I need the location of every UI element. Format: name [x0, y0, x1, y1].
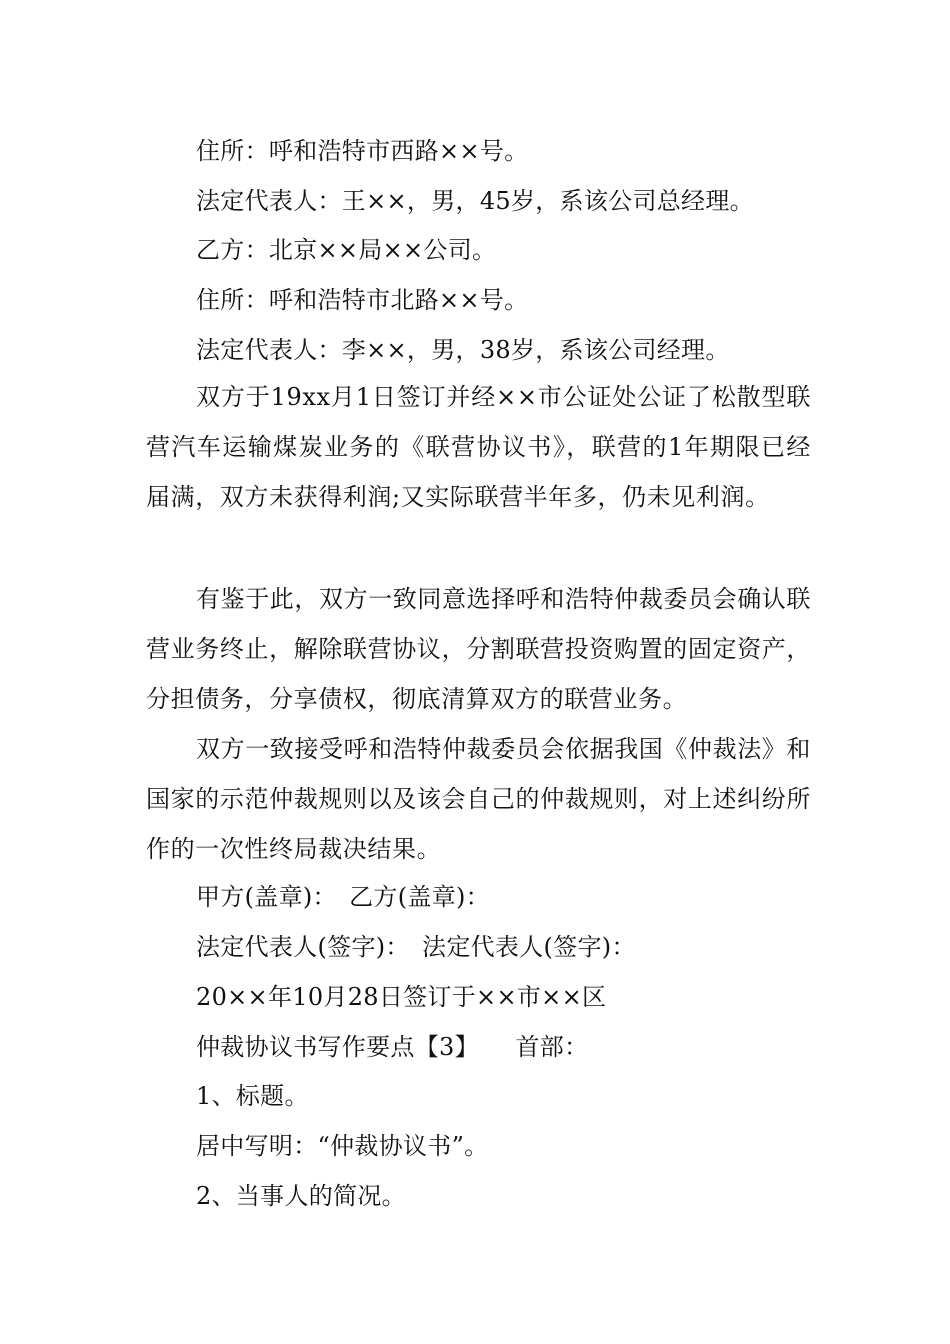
party-b-address: 住所：呼和浩特市北路××号。 [196, 286, 529, 314]
seal-line: 甲方(盖章)： 乙方(盖章)： [196, 883, 490, 911]
section-heading: 仲裁协议书写作要点【3】 首部： [196, 1033, 589, 1061]
party-a-address: 住所：呼和浩特市西路××号。 [196, 137, 529, 165]
signing-date: 20××年10月28日签订于××市××区 [196, 983, 607, 1011]
paragraph-agreement: 有鉴于此，双方一致同意选择呼和浩特仲裁委员会确认联营业务终止，解除联营协议，分割联营投资购置的固定资产，分担债务，分享债权，彻底清算双方的联营业务。 [146, 585, 811, 713]
party-a-representative: 法定代表人：王××，男，45岁，系该公司总经理。 [196, 187, 754, 215]
signature-line: 法定代表人(签字)： 法定代表人(签字)： [196, 933, 636, 961]
list-item-parties: 2、当事人的简况。 [196, 1182, 406, 1210]
list-item-title: 1、标题。 [196, 1082, 309, 1110]
party-b-name: 乙方：北京××局××公司。 [196, 236, 497, 264]
list-item-title-desc: 居中写明：“仲裁协议书”。 [196, 1132, 489, 1160]
paragraph-background: 双方于19xx月1日签订并经××市公证处公证了松散型联营汽车运输煤炭业务的《联营协议书》，联营的1年期限已经届满，双方未获得利润;又实际联营半年多，仍未见利润。 [146, 383, 811, 511]
paragraph-acceptance: 双方一致接受呼和浩特仲裁委员会依据我国《仲裁法》和国家的示范仲裁规则以及该会自己的仲裁规则，对上述纠纷所作的一次性终局裁决结果。 [146, 735, 811, 863]
party-b-representative: 法定代表人：李××，男，38岁，系该公司经理。 [196, 336, 730, 364]
